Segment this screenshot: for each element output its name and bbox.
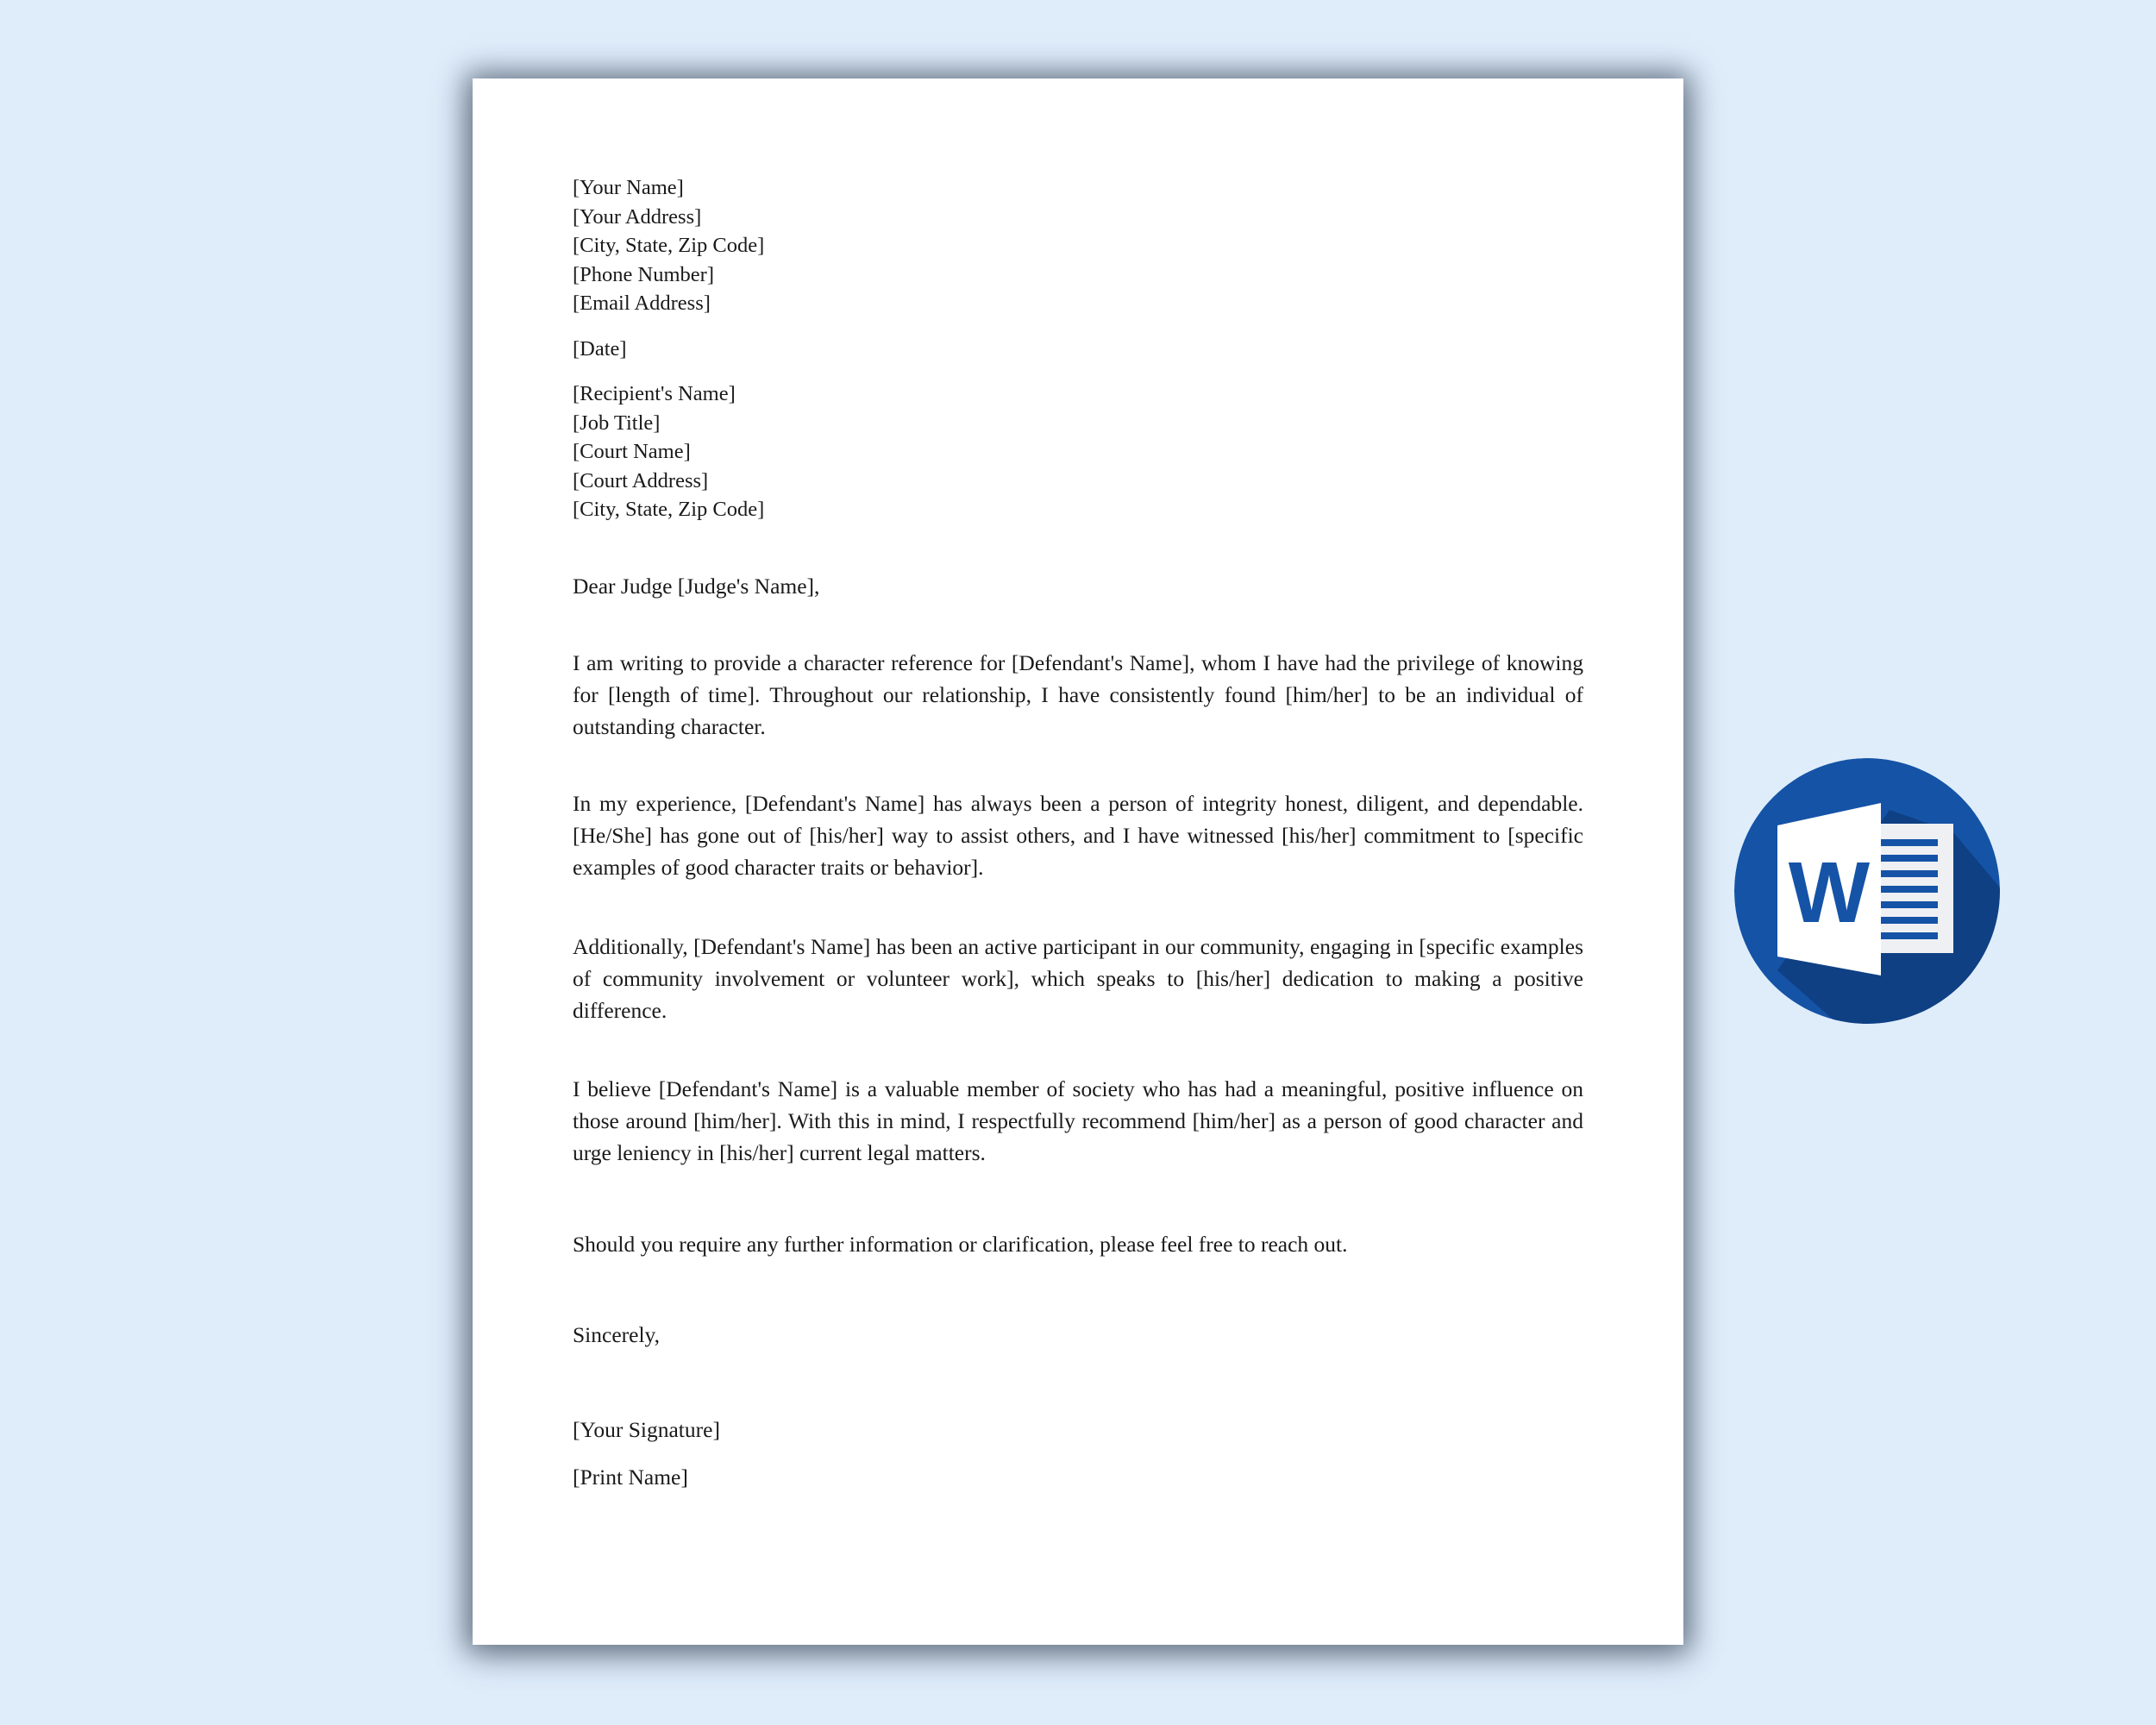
sender-email: [Email Address] — [573, 292, 711, 315]
letter-page — [473, 78, 1683, 1645]
sender-name: [Your Name] — [573, 176, 684, 199]
recipient-job-title: [Job Title] — [573, 411, 661, 435]
recipient-block — [573, 380, 1583, 524]
salutation: Dear Judge [Judge's Name], — [573, 573, 820, 599]
closing: Sincerely, — [573, 1321, 661, 1347]
recipient-city-state-zip: [City, State, Zip Code] — [573, 498, 765, 521]
print-name-line: [Print Name] — [573, 1464, 688, 1490]
sender-address: [Your Address] — [573, 204, 702, 229]
body-paragraph-4: I believe [Defendant's Name] is a valuable member of society who has had a meaningful, positive influence on those around [him/her]. With this in mind, I respectfully recommend [him/her] as a person of good character and urge leniency in [his/her] current legal matters. — [573, 1076, 1583, 1165]
sender-block — [573, 173, 1583, 318]
word-icon — [1734, 758, 2000, 1024]
recipient-court-name: [Court Name] — [573, 440, 691, 463]
body-paragraph-3: Additionally, [Defendant's Name] has been an active participant in our community, engaging in [specific examples of community involvement or volunteer work], which speaks to [his/her] dedication to making a positive difference. — [573, 933, 1583, 1023]
body-paragraph-2: In my experience, [Defendant's Name] has always been a person of integrity honest, diligent, and dependable. [He/She] has gone out of [his/her] way to assist others, and I have witnessed [his/her] commitment to [specific examples of good character traits or behavior]. — [573, 790, 1583, 880]
recipient-court-address: [Court Address] — [573, 468, 709, 492]
recipient-name: [Recipient's Name] — [573, 382, 736, 405]
word-letter: W — [1788, 844, 1871, 941]
sender-city-state-zip: [City, State, Zip Code] — [573, 234, 765, 257]
letter-date: [Date] — [573, 336, 627, 361]
body-paragraph-5: Should you require any further information or clarification, please feel free to reach out. — [573, 1231, 1348, 1257]
signature-line: [Your Signature] — [573, 1416, 720, 1442]
body-paragraph-1: I am writing to provide a character reference for [Defendant's Name], whom I have had the privilege of knowing for [length of time]. Throughout our relationship, I have consistently found [him/her] to be an individual of outstanding character. — [573, 649, 1583, 739]
sender-phone: [Phone Number] — [573, 262, 714, 286]
